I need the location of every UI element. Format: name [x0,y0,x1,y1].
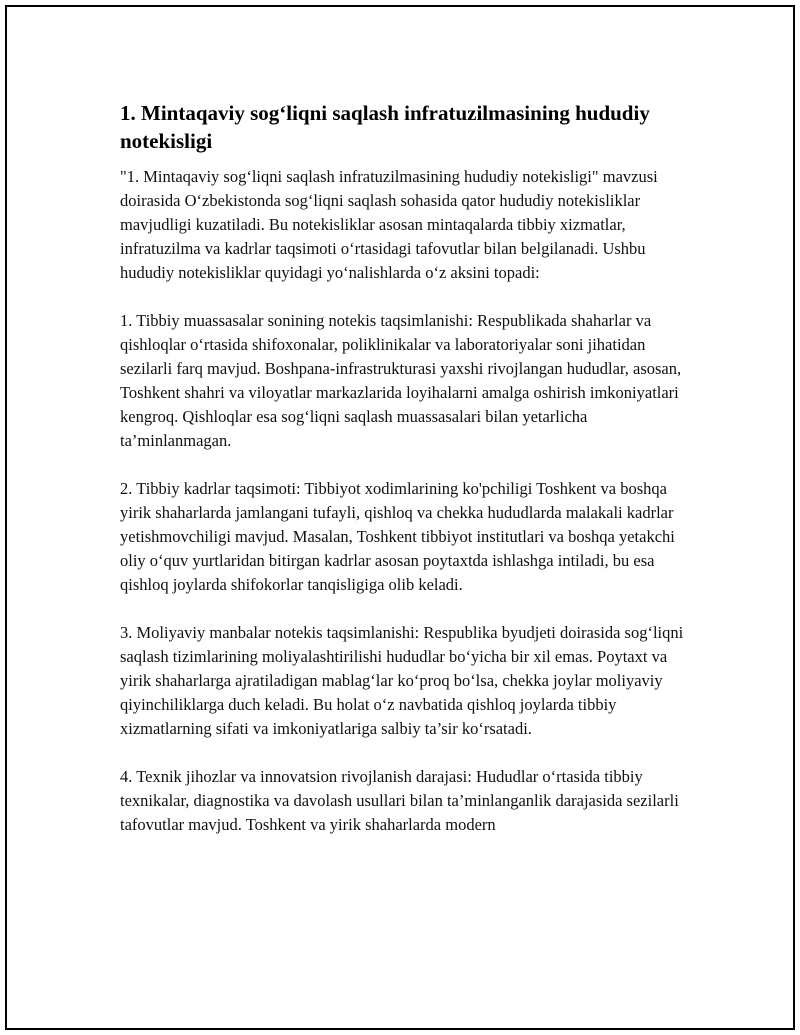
paragraph-financial-resources: 3. Moliyaviy manbalar notekis taqsimlanishi: Respublika byudjeti doirasida sog‘liqni saqlash tizimlarining moliyalashtirilishi hududlar bo‘yicha bir xil emas. Poytaxt va yirik shaharlarga ajratiladigan mablag‘lar ko‘proq bo‘lsa, chekka joylar moliyaviy qiyinchiliklarga duch keladi. Bu holat o‘z navbatida qishloq joylarda tibbiy xizmatlarning sifati va imkoniyatlariga salbiy ta’sir ko‘rsatadi. [120,623,684,738]
page-frame [5,5,795,1030]
document-body [120,99,700,861]
section-heading: 1. Mintaqaviy sog‘liqni saqlash infratuzilmasining hududiy notekisligi [120,101,650,153]
paragraph-technical-equipment: 4. Texnik jihozlar va innovatsion rivojlanish darajasi: Hududlar o‘rtasida tibbiy texnikalar, diagnostika va davolash usullari bilan ta’minlanganlik darajasida sezilarli tafovutlar mavjud. Toshkent va yirik shaharlarda modern [120,767,679,834]
paragraph-medical-institutions: 1. Tibbiy muassasalar sonining notekis taqsimlanishi: Respublikada shaharlar va qishloqlar o‘rtasida shifoxonalar, poliklinikalar va laboratoriyalar soni jihatidan sezilarli farq mavjud. Boshpana-infrastrukturasi yaxshi rivojlangan hududlar, asosan, Toshkent shahri va viloyatlar markazlarida loyihalarni amalga oshirish imkoniyatlari kengroq. Qishloqlar esa sog‘liqni saqlash muassasalari bilan yetarlicha ta’minlanmagan. [120,311,682,450]
intro-paragraph: "1. Mintaqaviy sog‘liqni saqlash infratuzilmasining hududiy notekisligi" mavzusi doirasida O‘zbekistonda sog‘liqni saqlash sohasida qator hududiy notekisliklar mavjudligi kuzatiladi. Bu notekisliklar asosan mintaqalarda tibbiy xizmatlar, infratuzilma va kadrlar taqsimoti o‘rtasidagi tafovutlar bilan belgilanadi. Ushbu hududiy notekisliklar quyidagi yo‘nalishlarda o‘z aksini topadi: [120,167,658,282]
paragraph-medical-staff: 2. Tibbiy kadrlar taqsimoti: Tibbiyot xodimlarining ko'pchiligi Toshkent va boshqa yirik shaharlarda jamlangani tufayli, qishloq va chekka hududlarda malakali kadrlar yetishmovchiligi mavjud. Masalan, Toshkent tibbiyot institutlari va boshqa yetakchi oliy o‘quv yurtlaridan bitirgan kadrlar asosan poytaxtda ishlashga intiladi, bu esa qishloq joylarda shifokorlar tanqisligiga olib keladi. [120,479,675,594]
